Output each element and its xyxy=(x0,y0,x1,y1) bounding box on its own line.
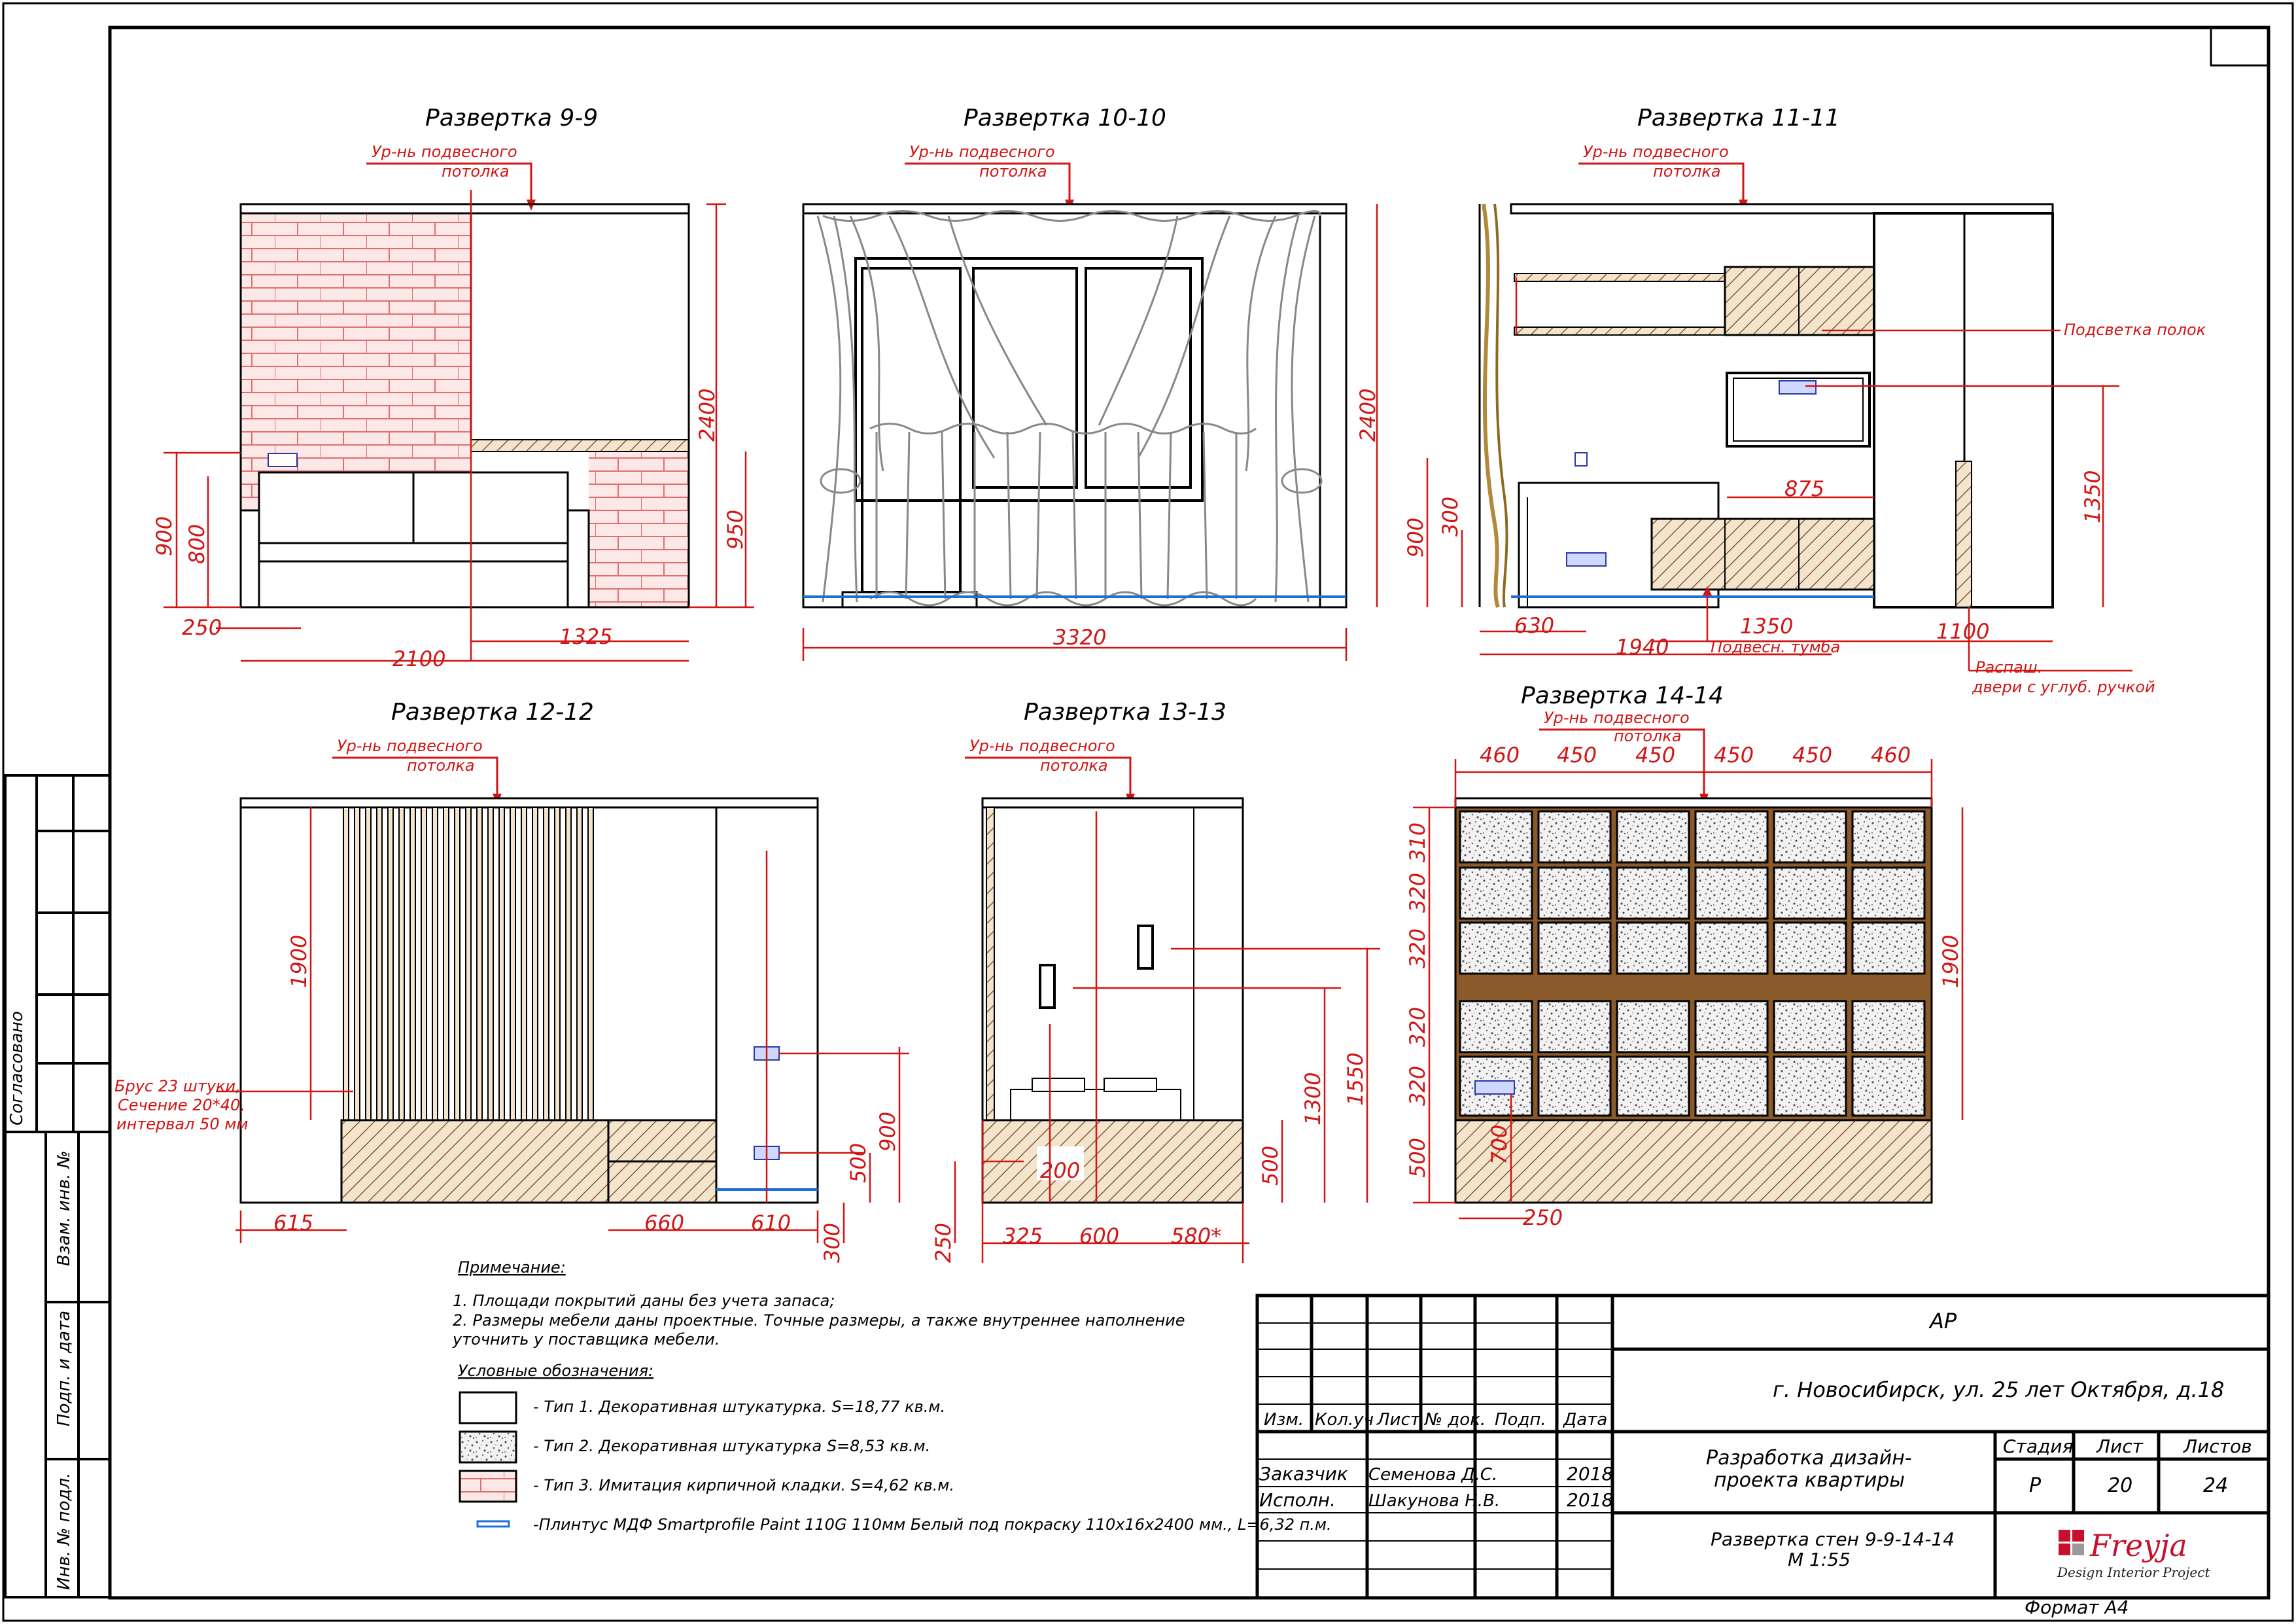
tb-drawing-line-2: М 1:55 xyxy=(1788,1549,1851,1570)
view-10-10-dim-width: 3320 xyxy=(1053,625,1107,650)
legend-text-type2: - Тип 2. Декоративная штукатурка S=8,53 кв.м. xyxy=(533,1437,931,1455)
view-12-12-ceiling-note-2: потолка xyxy=(407,756,475,775)
view-12-12-bench-left xyxy=(341,1120,608,1203)
beam xyxy=(455,807,460,1120)
notes-line-2: 2. Размеры мебели даны проектные. Точные размеры, а также внутреннее наполнение xyxy=(453,1311,1185,1330)
beam xyxy=(532,807,538,1120)
view-13-13-wall-light-2 xyxy=(1138,926,1153,968)
tb-logo-tagline: Design Interior Project xyxy=(2057,1564,2210,1580)
view-10-10-ceiling-note-1: Ур-нь подвесного xyxy=(909,143,1055,161)
view-13-13-dim-1300: 1300 xyxy=(1300,1072,1325,1125)
legend-text-type1: - Тип 1. Декоративная штукатурка. S=18,77 кв.м. xyxy=(533,1398,946,1416)
notes xyxy=(452,1258,1332,1534)
view-12-12-dim-1900: 1900 xyxy=(287,934,311,988)
view-11-11-switch xyxy=(1575,453,1587,466)
tb-performer-label: Исполн. xyxy=(1259,1489,1336,1511)
view-13-13-ceiling-note-1: Ур-нь подвесного xyxy=(969,737,1115,755)
view-9-9-dim-900: 900 xyxy=(152,516,177,556)
beam xyxy=(521,807,527,1120)
view-12-12-dim-500: 500 xyxy=(846,1142,871,1183)
view-14-14-dim-250: 250 xyxy=(1523,1205,1563,1230)
wall-panel xyxy=(1460,1001,1532,1052)
view-14-14-title: Развертка 14-14 xyxy=(1521,682,1724,709)
wall-panel xyxy=(1460,868,1532,919)
wall-panel xyxy=(1774,1057,1846,1116)
legend-swatch-type2 xyxy=(460,1432,516,1462)
view-11-11-door-note-1: Распаш. xyxy=(1975,658,2043,677)
wall-panel xyxy=(1539,868,1610,919)
view-12-12-dim-900: 900 xyxy=(875,1111,900,1152)
view-14-14-top-dim-5: 450 xyxy=(1792,743,1833,768)
view-14-14-dim-700: 700 xyxy=(1487,1124,1512,1165)
view-12-12-ceiling-note-1: Ур-нь подвесного xyxy=(337,737,483,755)
view-11-11-dim-900: 900 xyxy=(1403,517,1428,557)
view-12-12-dim-660: 660 xyxy=(644,1210,685,1235)
wall-panel xyxy=(1617,868,1689,919)
view-12-12-dim-300: 300 xyxy=(820,1222,844,1263)
wall-panel xyxy=(1774,923,1846,974)
tb-stage: Р xyxy=(2029,1474,2042,1497)
tb-col-list: Лист xyxy=(1377,1410,1420,1430)
view-9-9-dim-800: 800 xyxy=(184,523,209,564)
view-12-12-dim-615: 615 xyxy=(273,1210,314,1235)
freyja-logo-icon xyxy=(2057,1528,2210,1580)
view-14-14-top-dim-3: 450 xyxy=(1635,743,1676,768)
view-9-9-ceiling-note-1: Ур-нь подвесного xyxy=(372,143,517,161)
stamp-inv-replace: Взам. инв. № xyxy=(54,1150,74,1266)
wall-panel xyxy=(1774,811,1846,862)
tb-performer-date: 2018 xyxy=(1567,1489,1614,1511)
view-13-13-dim-580: 580* xyxy=(1171,1224,1222,1248)
beam xyxy=(399,807,404,1120)
tb-col-kol: Кол.уч xyxy=(1315,1410,1374,1430)
stamp-sign-date: Подп. и дата xyxy=(54,1310,74,1426)
wall-panel xyxy=(1696,1001,1767,1052)
wall-panel xyxy=(1617,1057,1689,1116)
view-11-11-dim-300: 300 xyxy=(1438,496,1463,537)
beam xyxy=(410,807,415,1120)
view-9-9-socket xyxy=(268,453,297,467)
wall-panel xyxy=(1696,923,1767,974)
view-13-13-dim-600: 600 xyxy=(1079,1224,1120,1248)
view-14-14-socket xyxy=(1475,1081,1514,1094)
view-14-14-top-dim-4: 450 xyxy=(1714,743,1754,768)
view-14-14 xyxy=(1405,682,1963,1230)
view-12-12-beam-note-3: интервал 50 мм xyxy=(116,1115,249,1133)
beam xyxy=(343,807,349,1120)
beam xyxy=(366,807,371,1120)
view-13-13-dim-325: 325 xyxy=(1003,1224,1043,1248)
view-10-10-ceiling-note-2: потолка xyxy=(979,162,1047,181)
wall-panel xyxy=(1696,868,1767,919)
view-11-11-door-note-2: двери с углуб. ручкой xyxy=(1972,678,2155,696)
tb-project-line-1: Разработка дизайн- xyxy=(1706,1447,1912,1470)
wall-panel xyxy=(1617,923,1689,974)
tb-sheets: 24 xyxy=(2203,1474,2229,1497)
view-13-13-ceiling-note-2: потолка xyxy=(1040,756,1108,775)
view-13-13-dim-250: 250 xyxy=(931,1222,956,1263)
view-11-11-dim-630: 630 xyxy=(1514,613,1555,638)
view-9-9-shelf xyxy=(471,440,689,451)
view-14-14-top-dim-1: 460 xyxy=(1480,743,1520,768)
view-11-11-ceiling-note-2: потолка xyxy=(1653,162,1721,181)
view-14-14-top-dim-6: 460 xyxy=(1871,743,1911,768)
tb-drawing-line-1: Развертка стен 9-9-14-14 xyxy=(1711,1528,1955,1550)
tb-col-date: Дата xyxy=(1563,1410,1608,1430)
tb-col-doc: № док. xyxy=(1425,1410,1486,1430)
view-14-14-top-dim-2: 450 xyxy=(1557,743,1597,768)
stamp-agreed: Согласовано xyxy=(7,1011,27,1125)
tb-stage-label: Стадия xyxy=(2003,1436,2074,1457)
wall-panel xyxy=(1460,811,1532,862)
beam xyxy=(444,807,449,1120)
view-11-11-dim-1940: 1940 xyxy=(1616,635,1669,660)
tb-format: Формат А4 xyxy=(2025,1597,2129,1618)
tb-sheet: 20 xyxy=(2108,1474,2133,1497)
view-14-14-left-dim-2: 320 xyxy=(1405,872,1430,913)
view-11-11-dim-1100: 1100 xyxy=(1936,619,1990,644)
stamp-inv-orig: Инв. № подл. xyxy=(54,1472,74,1590)
wall-panel xyxy=(1539,923,1610,974)
view-10-10-dim-height: 2400 xyxy=(1355,388,1380,442)
beam xyxy=(499,807,504,1120)
wall-panel xyxy=(1852,923,1924,974)
beam xyxy=(388,807,393,1120)
tb-project-line-2: проекта квартиры xyxy=(1714,1469,1905,1492)
tb-customer-date: 2018 xyxy=(1567,1463,1614,1485)
beam xyxy=(377,807,382,1120)
view-10-10-title: Развертка 10-10 xyxy=(964,105,1166,132)
view-14-14-left-dim-5: 320 xyxy=(1405,1065,1430,1106)
view-11-11-ceiling-note-1: Ур-нь подвесного xyxy=(1583,143,1729,161)
view-13-13-left-trim xyxy=(986,807,994,1120)
view-14-14-dim-1900: 1900 xyxy=(1938,934,1963,988)
view-13-13-dim-1550: 1550 xyxy=(1343,1052,1368,1106)
legend-swatch-type1 xyxy=(460,1392,516,1423)
beam xyxy=(355,807,360,1120)
notes-line-1: 1. Площади покрытий даны без учета запаса; xyxy=(453,1292,835,1310)
view-14-14-left-dim-1: 310 xyxy=(1405,822,1430,862)
view-13-13-title: Развертка 13-13 xyxy=(1024,699,1226,726)
view-13-13-pillow-1 xyxy=(1032,1078,1085,1091)
view-13-13-ceiling xyxy=(983,798,1243,807)
tb-customer-label: Заказчик xyxy=(1259,1463,1348,1485)
beam xyxy=(544,807,549,1120)
view-9-9-brick-wall-right xyxy=(589,451,689,607)
view-11-11-tv-socket xyxy=(1779,381,1816,394)
view-11-11 xyxy=(1403,105,2206,696)
view-14-14-ceiling-note-1: Ур-нь подвесного xyxy=(1544,709,1690,727)
legend-swatch-type3 xyxy=(460,1471,516,1502)
wall-panel xyxy=(1617,1001,1689,1052)
tb-col-izm: Изм. xyxy=(1264,1410,1304,1430)
wall-panel xyxy=(1460,923,1532,974)
view-14-14-ceiling-note-2: потолка xyxy=(1614,727,1682,745)
view-11-11-shelf-light: Подсветка полок xyxy=(2064,321,2206,339)
view-11-11-ceiling xyxy=(1511,204,2053,213)
legend-heading: Условные обозначения: xyxy=(458,1362,654,1380)
beam xyxy=(488,807,493,1120)
view-12-12-title: Развертка 12-12 xyxy=(391,699,594,726)
view-9-9-dim-950: 950 xyxy=(723,509,748,550)
tb-address: г. Новосибирск, ул. 25 лет Октября, д.18 xyxy=(1773,1377,2225,1402)
view-13-13-dim-200: 200 xyxy=(1040,1158,1081,1183)
beam xyxy=(555,807,560,1120)
view-12-12 xyxy=(114,699,909,1263)
beam xyxy=(432,807,438,1120)
legend-text-type3: - Тип 3. Имитация кирпичной кладки. S=4,62 кв.м. xyxy=(533,1476,955,1494)
view-11-11-drawer-note: Подвесн. тумба xyxy=(1711,638,1841,656)
wall-panel xyxy=(1539,1001,1610,1052)
view-13-13 xyxy=(931,699,1380,1263)
view-13-13-pillow-2 xyxy=(1104,1078,1157,1091)
beam xyxy=(577,807,582,1120)
wall-panel xyxy=(1852,1001,1924,1052)
view-11-11-curtain xyxy=(1484,204,1498,607)
view-9-9-ceiling-note-2: потолка xyxy=(442,162,510,181)
view-14-14-ceiling xyxy=(1455,798,1932,807)
view-11-11-dim-875: 875 xyxy=(1784,476,1825,501)
tb-logo-name: Freyja xyxy=(2090,1528,2187,1563)
beam xyxy=(510,807,515,1120)
beam xyxy=(588,807,593,1120)
view-10-10 xyxy=(803,105,1380,661)
view-13-13-wall-light-1 xyxy=(1040,965,1054,1008)
view-9-9-dim-2100: 2100 xyxy=(392,646,446,671)
view-9-9-ceiling xyxy=(241,204,689,213)
view-14-14-left-dim-6: 500 xyxy=(1405,1137,1430,1178)
view-14-14-bench xyxy=(1455,1120,1932,1203)
wall-panel xyxy=(1852,868,1924,919)
tb-customer-name: Семенова Д.С. xyxy=(1368,1465,1498,1485)
view-9-9 xyxy=(152,105,754,671)
view-11-11-title: Развертка 11-11 xyxy=(1637,105,1840,132)
beam xyxy=(421,807,426,1120)
tb-sheets-label: Листов xyxy=(2183,1436,2252,1457)
view-14-14-left-dim-4: 320 xyxy=(1405,1006,1430,1047)
tb-col-sign: Подп. xyxy=(1495,1410,1546,1430)
view-13-13-dim-500: 500 xyxy=(1258,1145,1283,1186)
wall-panel xyxy=(1774,868,1846,919)
tb-sheet-label: Лист xyxy=(2096,1436,2143,1457)
beam xyxy=(477,807,482,1120)
view-9-9-sofa xyxy=(241,472,589,607)
view-11-11-dim-1350-v: 1350 xyxy=(2080,470,2105,523)
wall-panel xyxy=(1852,811,1924,862)
notes-line-3: уточнить у поставщика мебели. xyxy=(453,1330,720,1349)
notes-heading: Примечание: xyxy=(458,1258,566,1277)
tb-performer-name: Шакунова Н.В. xyxy=(1368,1491,1501,1511)
legend-text-baseboard: -Плинтус МДФ Smartprofile Paint 110G 110мм Белый под покраску 110х16х2400 мм., L=6,32 п.м. xyxy=(533,1515,1332,1534)
tb-code: АР xyxy=(1930,1309,1957,1333)
view-11-11-wall-shelf-1 xyxy=(1514,274,1725,281)
beam xyxy=(566,807,571,1120)
view-12-12-ceiling xyxy=(241,798,818,807)
wall-panel xyxy=(1696,811,1767,862)
view-11-11-dim-1350: 1350 xyxy=(1740,614,1794,639)
view-11-11-wall-shelf-2 xyxy=(1514,327,1725,335)
wall-panel xyxy=(1617,811,1689,862)
view-9-9-dim-1325: 1325 xyxy=(559,624,613,649)
wall-panel xyxy=(1539,1057,1610,1116)
view-14-14-left-dim-3: 320 xyxy=(1405,928,1430,968)
wall-panel xyxy=(1696,1057,1767,1116)
beam xyxy=(466,807,471,1120)
view-9-9-dim-250: 250 xyxy=(182,615,222,640)
wall-panel xyxy=(1539,811,1610,862)
wall-panel xyxy=(1774,1001,1846,1052)
view-12-12-beam-note-2: Сечение 20*40, xyxy=(118,1096,245,1114)
legend-swatch-baseboard xyxy=(478,1521,509,1527)
view-9-9-title: Развертка 9-9 xyxy=(425,105,599,132)
view-12-12-beams xyxy=(343,807,593,1120)
wall-panel xyxy=(1852,1057,1924,1116)
view-11-11-wardrobe-handle xyxy=(1956,461,1972,607)
view-11-11-socket xyxy=(1567,553,1606,566)
view-12-12-dim-610: 610 xyxy=(751,1210,791,1235)
view-11-11-drawer-unit xyxy=(1652,519,1874,590)
view-12-12-beam-note-1: Брус 23 штуки, xyxy=(114,1077,241,1095)
view-9-9-dim-height: 2400 xyxy=(695,388,720,442)
